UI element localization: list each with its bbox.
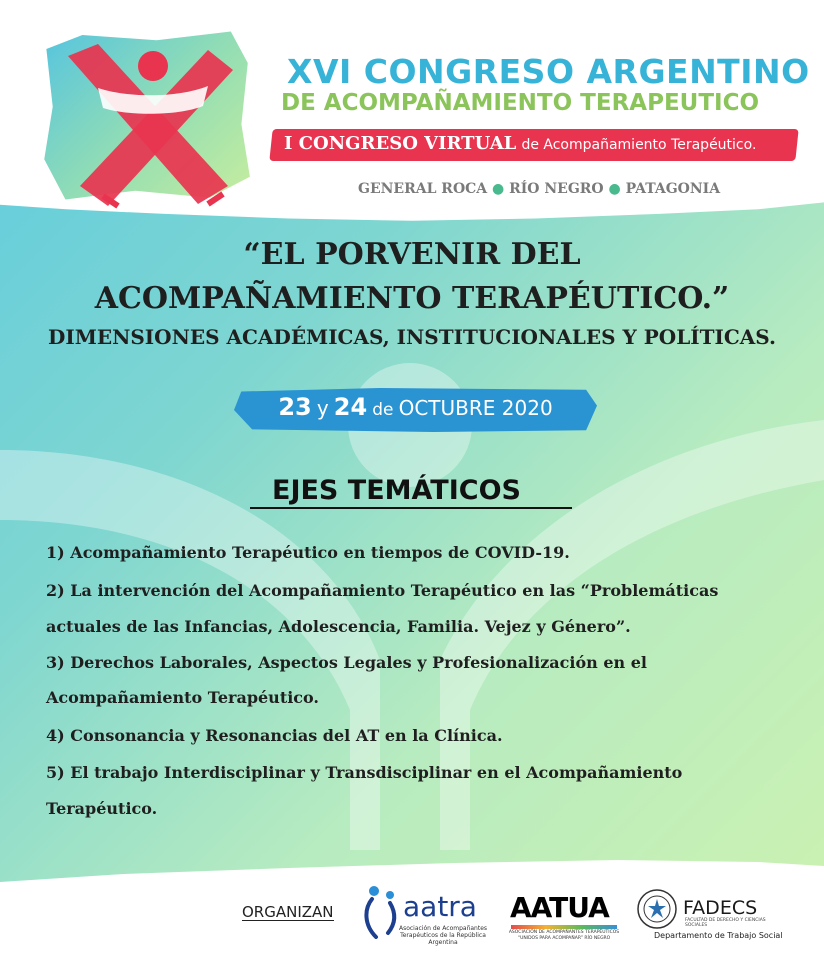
aatua-logo-text: AATUA [510,891,609,924]
date-day1: 23 [278,393,312,421]
eje-line: 1) Acompañamiento Terapéutico en tiempos de COVID-19. [46,543,570,562]
congress-logo-icon [58,36,238,214]
fadecs-seal-icon [636,888,678,930]
congress-title-line1: XVI CONGRESO ARGENTINO [287,52,810,91]
eje-line: Terapéutico. [46,799,158,818]
aatra-logo-icon [362,883,402,939]
event-date [234,393,597,421]
fadecs-department: Departamento de Trabajo Social [654,931,783,940]
main-title-line2: ACOMPAÑAMIENTO TERAPÉUTICO.” [94,281,730,316]
date-day2: 24 [333,393,368,421]
main-title-line1: “EL PORVENIR DEL [243,237,581,272]
location-city: GENERAL ROCA [358,181,488,197]
ejes-heading: EJES TEMÁTICOS [272,475,521,506]
aatra-logo-text: aatra [403,890,477,923]
eje-line: 2) La intervención del Acompañamiento Terapéutico en las “Problemáticas [46,581,719,600]
eje-line: Acompañamiento Terapéutico. [46,688,319,707]
virtual-congress-suffix: de Acompañamiento Terapéutico. [521,137,757,153]
eje-line: actuales de las Infancias, Adolescencia, Familia. Vejez y Género”. [46,617,631,636]
fadecs-subtitle: FACULTAD DE DERECHO Y CIENCIAS SOCIALES [685,918,766,928]
congress-title-line2: DE ACOMPAÑAMIENTO TERAPEUTICO [281,90,760,116]
ejes-underline [250,507,572,509]
fadecs-logo-text: FADECS [683,897,758,919]
aatua-subtitle: ASOCIACIÓN DE ACOMPAÑANTES TERAPÉUTICOS “UNIDOS PARA ACOMPAÑAR” RÍO NEGRO [508,930,620,941]
organizers-label: ORGANIZAN [242,903,334,921]
aatua-color-strip [511,925,617,929]
eje-line: 4) Consonancia y Resonancias del AT en la Clínica. [46,726,503,745]
location-province: RÍO NEGRO [509,181,604,197]
bullet-dot-icon: ● [492,181,505,197]
date-de: de [372,400,394,420]
virtual-congress-prefix: I CONGRESO VIRTUAL [284,133,517,154]
aatra-subtitle: Asociación de Acompañantes Terapéuticos de la República Argentina [398,925,488,946]
location-line [358,181,721,197]
eje-line: 3) Derechos Laborales, Aspectos Legales y Profesionalización en el [46,653,647,672]
location-region: PATAGONIA [625,181,721,197]
eje-line: 5) El trabajo Interdisciplinar y Transdisciplinar en el Acompañamiento [46,763,683,782]
virtual-congress-text [284,133,794,154]
main-subtitle: DIMENSIONES ACADÉMICAS, INSTITUCIONALES Y POLÍTICAS. [48,325,776,349]
date-conj: y [316,396,329,420]
bullet-dot-icon: ● [608,181,621,197]
date-month-year: OCTUBRE 2020 [398,396,553,420]
